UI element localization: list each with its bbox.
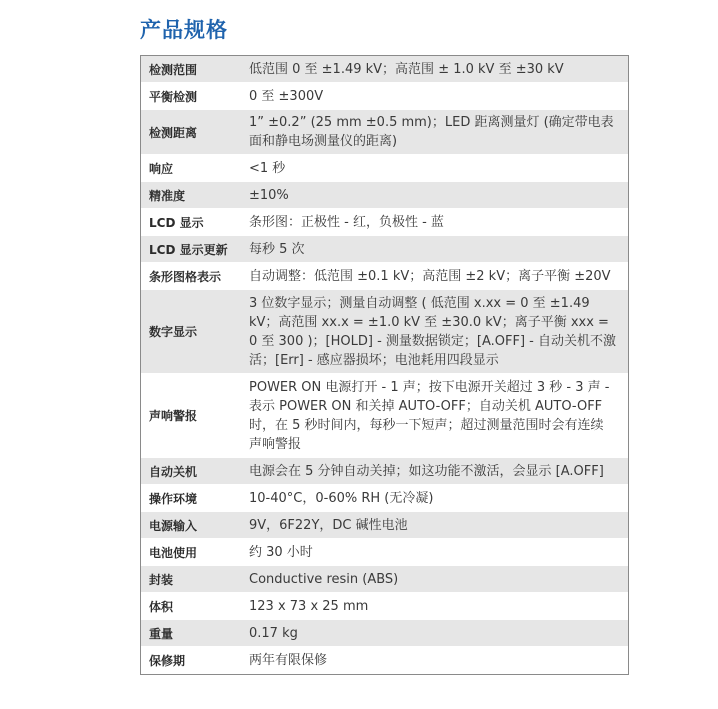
- spec-value: ±10%: [249, 187, 289, 203]
- spec-value: 自动调整：低范围 ±0.1 kV；高范围 ±2 kV；离子平衡 ±20V: [249, 268, 611, 284]
- spec-label: 声响警报: [149, 409, 198, 423]
- spec-label: 数字显示: [149, 325, 198, 339]
- spec-value: 条形图：正极性 - 红，负极性 - 蓝: [249, 214, 444, 230]
- spec-row: [141, 83, 628, 110]
- spec-row: [141, 620, 628, 647]
- spec-row: [141, 290, 628, 374]
- spec-label: 响应: [149, 161, 174, 176]
- spec-label: 电池使用: [149, 545, 198, 560]
- spec-label: 电源输入: [149, 518, 198, 533]
- spec-label: 体积: [149, 599, 174, 614]
- spec-table: [140, 55, 629, 675]
- spec-row: [141, 374, 628, 458]
- spec-label: 平衡检测: [149, 89, 198, 104]
- spec-value: <1 秒: [249, 160, 286, 176]
- spec-row: [141, 485, 628, 512]
- spec-value: POWER ON 电源打开 - 1 声；按下电源开关超过 3 秒 - 3 声 - 表示 POWER ON 和关掉 AUTO-OFF；自动关机 AUTO-OFF 时，在 5 秒时间内，每秒一下短声；超过测量范围时会有连续声响警报: [249, 379, 610, 452]
- spec-row: [141, 155, 628, 182]
- spec-value: 约 30 小时: [249, 544, 313, 560]
- spec-label: 检测范围: [149, 62, 198, 77]
- spec-value: 每秒 5 次: [249, 241, 305, 257]
- spec-label: 条形图格表示: [149, 269, 222, 284]
- spec-row: [141, 458, 628, 485]
- spec-row: [141, 263, 628, 290]
- spec-label: 检测距离: [149, 125, 198, 140]
- spec-value: 1” ±0.2” (25 mm ±0.5 mm)；LED 距离测量灯 (确定带电表面和静电场测量仪的距离): [249, 115, 614, 149]
- spec-row: [141, 56, 628, 83]
- spec-label: LCD 显示: [149, 215, 204, 230]
- spec-value: 3 位数字显示；测量自动调整 ( 低范围 x.xx = 0 至 ±1.49 kV；高范围 xx.x = ±1.0 kV 至 ±30.0 kV；离子平衡 xxx = 0 至 300 )；[HOLD] - 测量数据锁定；[A.OFF] - 自动关机不激活；[Err] - 感应器损坏；电池耗用四段显示: [249, 295, 616, 368]
- spec-row: [141, 566, 628, 593]
- spec-row: [141, 593, 628, 620]
- spec-value: 两年有限保修: [249, 653, 328, 668]
- spec-row: [141, 647, 628, 674]
- spec-label: 保修期: [149, 654, 186, 668]
- spec-row: [141, 539, 628, 566]
- spec-value: 9V，6F22Y，DC 碱性电池: [249, 517, 408, 533]
- spec-value: Conductive resin (ABS): [249, 571, 399, 587]
- spec-row: [141, 512, 628, 539]
- spec-value: 123 x 73 x 25 mm: [249, 598, 369, 614]
- spec-value: 电源会在 5 分钟自动关掉；如这功能不激活，会显示 [A.OFF]: [249, 463, 604, 479]
- spec-label: LCD 显示更新: [149, 242, 228, 257]
- spec-value: 低范围 0 至 ±1.49 kV；高范围 ± 1.0 kV 至 ±30 kV: [249, 61, 564, 77]
- spec-value: 10-40°C，0-60% RH (无冷凝): [249, 490, 434, 506]
- spec-row: [141, 209, 628, 236]
- spec-label: 封装: [149, 572, 174, 587]
- spec-value: 0.17 kg: [249, 625, 298, 641]
- spec-label: 操作环境: [149, 491, 198, 506]
- spec-value: 0 至 ±300V: [249, 88, 324, 104]
- spec-row: [141, 182, 628, 209]
- spec-label: 自动关机: [149, 464, 198, 479]
- spec-label: 精准度: [149, 188, 186, 203]
- spec-row: [141, 236, 628, 263]
- spec-row: [141, 110, 628, 155]
- spec-label: 重量: [149, 626, 174, 641]
- page-title: 产品规格: [140, 18, 228, 42]
